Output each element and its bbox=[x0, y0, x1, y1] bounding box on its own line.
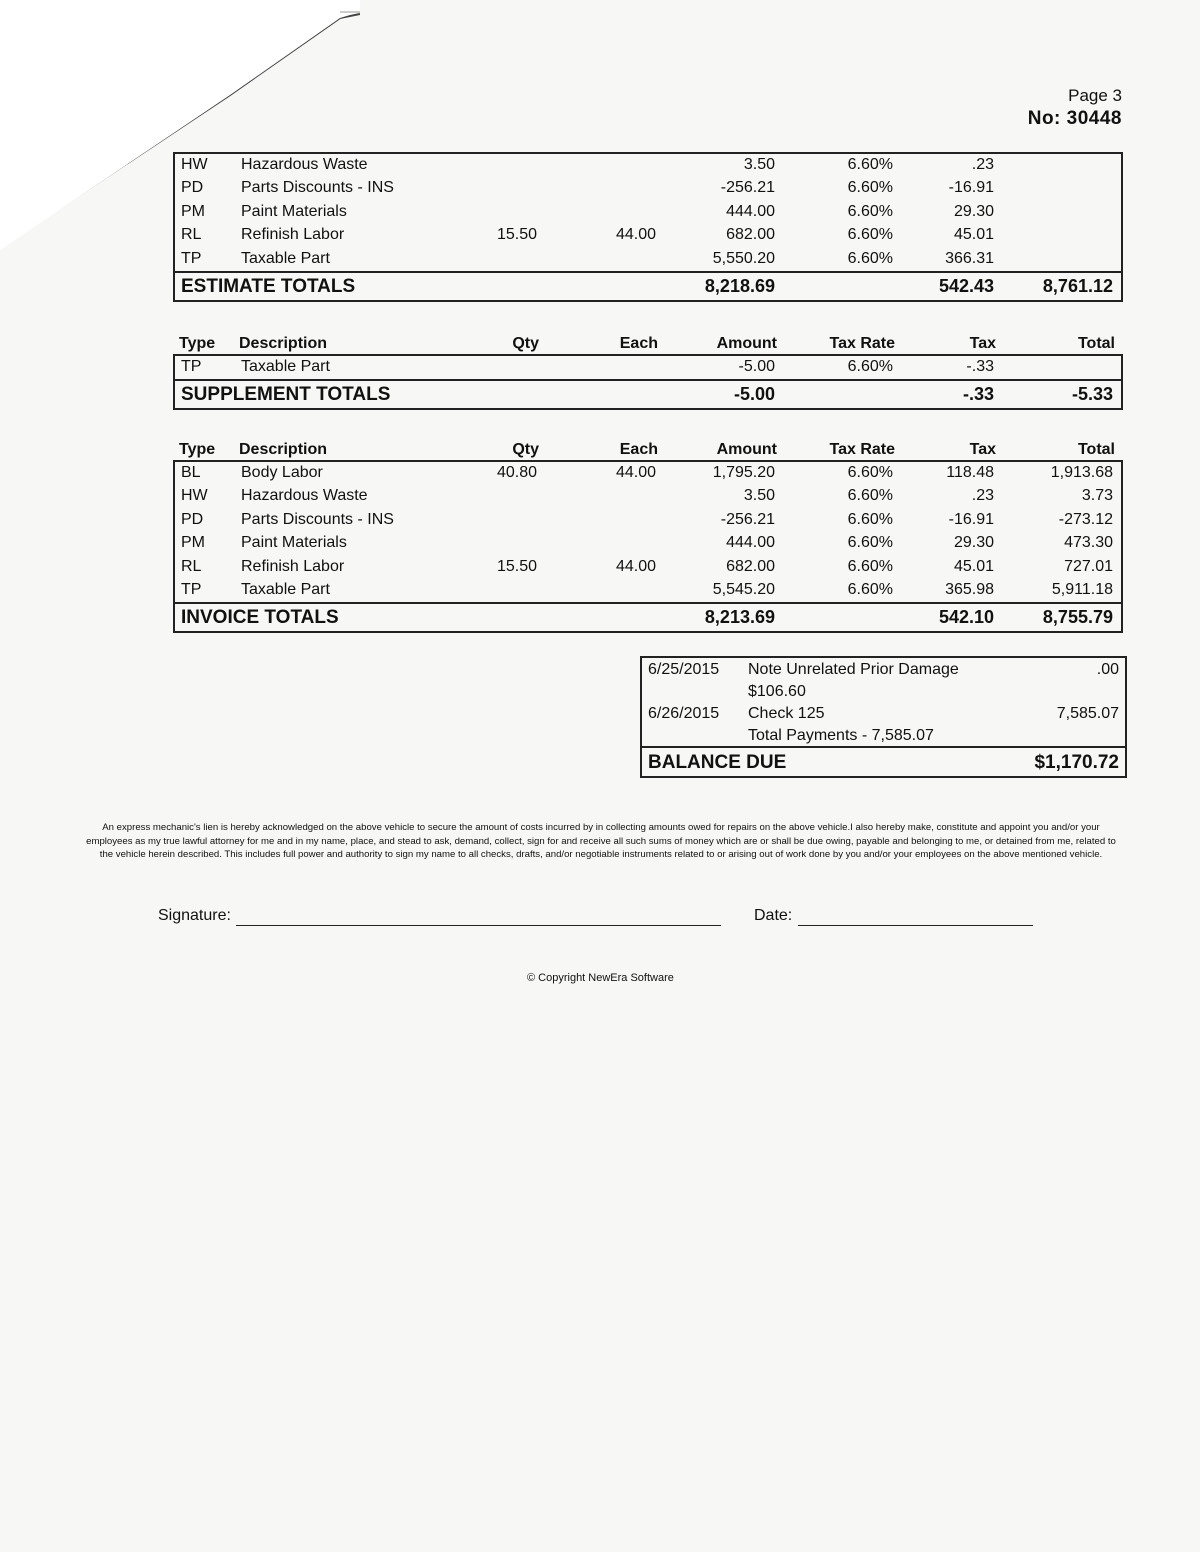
table-row bbox=[175, 462, 1121, 485]
cell-desc: Body Labor bbox=[241, 464, 323, 481]
invoice-totals-total: 8,755.79 bbox=[1042, 607, 1113, 628]
cell-amount: 444.00 bbox=[726, 534, 775, 552]
supplement-table bbox=[173, 332, 1123, 410]
invoice-header bbox=[173, 438, 1123, 460]
estimate-totals-label: ESTIMATE TOTALS bbox=[181, 275, 356, 297]
cell-tax: -.33 bbox=[966, 358, 994, 375]
table-row bbox=[175, 556, 1121, 579]
date-label: Date: bbox=[754, 907, 793, 924]
invoice-table bbox=[173, 438, 1123, 633]
cell-desc: Paint Materials bbox=[241, 202, 347, 220]
cell-type: TP bbox=[181, 358, 202, 375]
cell-desc: Hazardous Waste bbox=[241, 156, 368, 173]
col-description: Description bbox=[239, 335, 328, 352]
table-row bbox=[175, 177, 1121, 200]
payment-date: 6/25/2015 bbox=[648, 661, 720, 678]
col-total: Total bbox=[1077, 441, 1115, 458]
invoice-box bbox=[173, 460, 1123, 633]
col-type: Type bbox=[179, 335, 216, 352]
cell-desc: Paint Materials bbox=[241, 534, 347, 552]
cell-total: 727.01 bbox=[1064, 557, 1113, 575]
supplement-totals-label: SUPPLEMENT TOTALS bbox=[181, 384, 391, 406]
invoice-rows bbox=[175, 462, 1121, 602]
col-qty: Qty bbox=[512, 441, 539, 458]
cell-tax: .23 bbox=[971, 487, 994, 505]
cell-total: 5,911.18 bbox=[1051, 580, 1113, 598]
cell-type: RL bbox=[181, 226, 202, 244]
supplement-rows bbox=[175, 356, 1121, 379]
supplement-totals-amount: -5.00 bbox=[733, 384, 775, 405]
estimate-totals-tax: 542.43 bbox=[938, 275, 994, 296]
cell-rate: 6.60% bbox=[847, 464, 893, 481]
col-total: Total bbox=[1077, 335, 1115, 352]
supplement-box bbox=[173, 354, 1123, 410]
payment-desc: Total Payments - 7,585.07 bbox=[748, 727, 934, 744]
cell-amount: 3.50 bbox=[743, 156, 775, 173]
estimate-totals-amount: 8,218.69 bbox=[704, 275, 775, 296]
cell-qty: 15.50 bbox=[496, 557, 537, 575]
cell-tax: 29.30 bbox=[953, 202, 994, 220]
signature-line[interactable] bbox=[236, 925, 721, 926]
table-row bbox=[175, 201, 1121, 224]
lien-acknowledgement-text: An express mechanic's lien is hereby acknowledged on the above vehicle to secure the amount of costs incurred by in collecting amounts owed for repairs on the above vehicle.I also hereby make, constitute and appoint you and/or your employees as my true lawful attorney for me and in my name, place, and stead to ask, demand, collect, sign for and receive all such sums of money which are or shall be due owing, payable and belonging to me, or detained from me, related to the vehicle herein described. This includes full power and authority to sign my name to all checks, drafts, and/or negotiable instruments related to or arising out of work done by you and/or your employees on the above mentioned vehicle. bbox=[86, 822, 1116, 860]
payments-box bbox=[640, 656, 1127, 778]
cell-rate: 6.60% bbox=[847, 510, 893, 528]
col-tax-rate: Tax Rate bbox=[829, 441, 895, 458]
cell-type: PM bbox=[181, 534, 205, 552]
col-tax: Tax bbox=[969, 441, 996, 458]
supplement-totals-tax: -.33 bbox=[962, 384, 994, 405]
cell-rate: 6.60% bbox=[847, 487, 893, 505]
invoice-totals-row bbox=[175, 602, 1121, 631]
col-each: Each bbox=[619, 441, 658, 458]
estimate-rows bbox=[175, 154, 1121, 271]
cell-amount: -5.00 bbox=[738, 358, 775, 375]
cell-type: HW bbox=[181, 156, 208, 173]
cell-rate: 6.60% bbox=[847, 249, 893, 267]
payment-desc: Check 125 bbox=[748, 705, 825, 722]
page-label: Page 3 bbox=[1068, 86, 1122, 105]
cell-tax: 45.01 bbox=[953, 226, 994, 244]
cell-rate: 6.60% bbox=[847, 358, 893, 375]
cell-amount: 3.50 bbox=[743, 487, 775, 505]
payment-amount: .00 bbox=[1096, 661, 1119, 678]
cell-type: HW bbox=[181, 487, 208, 505]
col-qty: Qty bbox=[512, 335, 539, 352]
cell-desc: Taxable Part bbox=[241, 358, 330, 375]
cell-rate: 6.60% bbox=[847, 179, 893, 197]
cell-qty: 15.50 bbox=[496, 226, 537, 244]
table-row bbox=[175, 248, 1121, 271]
cell-rate: 6.60% bbox=[847, 156, 893, 173]
cell-desc: Taxable Part bbox=[241, 580, 330, 598]
table-row bbox=[175, 356, 1121, 379]
cell-total: 1,913.68 bbox=[1050, 464, 1113, 481]
cell-type: TP bbox=[181, 249, 202, 267]
cell-tax: -16.91 bbox=[948, 179, 994, 197]
col-type: Type bbox=[179, 441, 216, 458]
estimate-totals-row bbox=[175, 271, 1121, 300]
balance-due-row bbox=[642, 746, 1125, 776]
table-row bbox=[175, 154, 1121, 177]
table-row bbox=[175, 485, 1121, 508]
payment-desc: $106.60 bbox=[748, 683, 806, 700]
col-each: Each bbox=[619, 335, 658, 352]
col-amount: Amount bbox=[716, 441, 777, 458]
cell-amount: 5,545.20 bbox=[712, 580, 775, 598]
cell-total: -273.12 bbox=[1058, 510, 1113, 528]
balance-due-amount: $1,170.72 bbox=[1034, 752, 1119, 773]
cell-amount: 1,795.20 bbox=[712, 464, 775, 481]
cell-each: 44.00 bbox=[615, 557, 656, 575]
cell-type: TP bbox=[181, 580, 202, 598]
cell-tax: 45.01 bbox=[953, 557, 994, 575]
supplement-totals-total: -5.33 bbox=[1071, 384, 1113, 405]
supplement-header bbox=[173, 332, 1123, 354]
payment-date: 6/26/2015 bbox=[648, 705, 720, 722]
cell-total: 473.30 bbox=[1064, 534, 1113, 552]
cell-tax: 29.30 bbox=[953, 534, 994, 552]
col-tax: Tax bbox=[969, 335, 996, 352]
estimate-table bbox=[173, 152, 1123, 302]
table-row bbox=[175, 224, 1121, 247]
cell-amount: 682.00 bbox=[726, 226, 775, 244]
cell-tax: 118.48 bbox=[946, 464, 994, 481]
invoice-totals-amount: 8,213.69 bbox=[704, 607, 775, 628]
cell-amount: -256.21 bbox=[720, 179, 775, 197]
date-line[interactable] bbox=[798, 925, 1033, 926]
cell-type: PM bbox=[181, 202, 205, 220]
cell-total: 3.73 bbox=[1081, 487, 1113, 505]
col-tax-rate: Tax Rate bbox=[829, 335, 895, 352]
cell-tax: .23 bbox=[971, 156, 994, 173]
page-number-block bbox=[1028, 86, 1122, 130]
cell-type: RL bbox=[181, 557, 202, 575]
copyright-notice: © Copyright NewEra Software bbox=[527, 972, 674, 984]
cell-rate: 6.60% bbox=[847, 557, 893, 575]
cell-desc: Hazardous Waste bbox=[241, 487, 368, 505]
cell-type: PD bbox=[181, 179, 204, 197]
table-row bbox=[175, 509, 1121, 532]
cell-qty: 40.80 bbox=[496, 464, 537, 481]
cell-desc: Refinish Labor bbox=[241, 226, 345, 244]
payment-row bbox=[642, 724, 1125, 746]
invoice-totals-label: INVOICE TOTALS bbox=[181, 607, 339, 629]
cell-desc: Refinish Labor bbox=[241, 557, 345, 575]
cell-each: 44.00 bbox=[615, 464, 656, 481]
invoice-totals-tax: 542.10 bbox=[938, 607, 994, 628]
cell-desc: Parts Discounts - INS bbox=[241, 179, 394, 197]
cell-rate: 6.60% bbox=[847, 226, 893, 244]
cell-rate: 6.60% bbox=[847, 202, 893, 220]
bleed-through-mark bbox=[905, 80, 922, 149]
col-amount: Amount bbox=[716, 335, 777, 352]
payment-row bbox=[642, 680, 1125, 702]
payment-rows bbox=[642, 658, 1125, 746]
estimate-totals-total: 8,761.12 bbox=[1042, 275, 1113, 296]
payment-row bbox=[642, 702, 1125, 724]
cell-rate: 6.60% bbox=[847, 534, 893, 552]
table-row bbox=[175, 532, 1121, 555]
cell-desc: Taxable Part bbox=[241, 249, 330, 267]
table-row bbox=[175, 579, 1121, 602]
payment-row bbox=[642, 658, 1125, 680]
cell-each: 44.00 bbox=[615, 226, 656, 244]
cell-tax: -16.91 bbox=[948, 510, 994, 528]
cell-tax: 366.31 bbox=[945, 249, 994, 267]
balance-due-label: BALANCE DUE bbox=[648, 752, 787, 773]
col-description: Description bbox=[239, 441, 328, 458]
cell-amount: -256.21 bbox=[720, 510, 775, 528]
cell-rate: 6.60% bbox=[847, 580, 893, 598]
supplement-totals-row bbox=[175, 379, 1121, 408]
cell-amount: 444.00 bbox=[726, 202, 775, 220]
signature-label: Signature: bbox=[158, 907, 231, 924]
cell-tax: 365.98 bbox=[945, 580, 994, 598]
payment-amount: 7,585.07 bbox=[1056, 705, 1119, 722]
cell-type: BL bbox=[181, 464, 201, 481]
cell-amount: 682.00 bbox=[726, 557, 775, 575]
cell-amount: 5,550.20 bbox=[712, 249, 775, 267]
payment-desc: Note Unrelated Prior Damage bbox=[748, 661, 959, 678]
cell-desc: Parts Discounts - INS bbox=[241, 510, 394, 528]
invoice-number: No: 30448 bbox=[1027, 108, 1122, 129]
cell-type: PD bbox=[181, 510, 204, 528]
estimate-box bbox=[173, 152, 1123, 302]
